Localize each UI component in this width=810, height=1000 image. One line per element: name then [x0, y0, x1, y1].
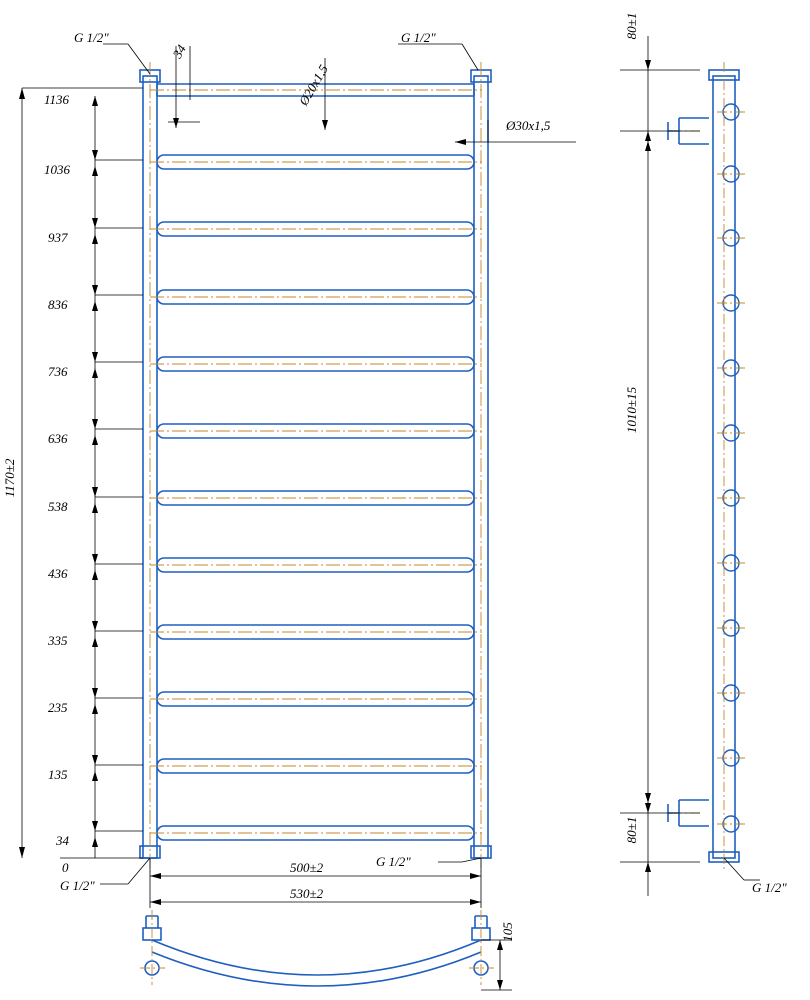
callout-g-half-bottom-right: G 1/2": [376, 854, 411, 869]
dim-rung-1036: 1036: [44, 162, 70, 177]
dim-rung-436: 436: [48, 566, 68, 581]
front-leader-lines: [100, 44, 576, 884]
dim-side-bottom-offset: 80±1: [624, 816, 639, 844]
bottom-view-geometry: [143, 916, 490, 986]
dim-rung-235: 235: [48, 700, 68, 715]
dim-rung-335: 335: [48, 633, 68, 648]
dim-rung-636: 636: [48, 431, 68, 446]
dim-rung-836: 836: [48, 297, 68, 312]
callout-rung-tube-diameter: Ø20x1,5: [295, 62, 331, 108]
dim-rung-736: 736: [48, 364, 68, 379]
callout-g-half-top-left: G 1/2": [74, 30, 109, 45]
side-view-center-lines: [672, 62, 748, 872]
dim-curvature-depth: 105: [500, 922, 515, 942]
callout-offset-34: 34: [169, 42, 189, 61]
bottom-view-dimension: [481, 940, 512, 990]
dim-side-mount-span: 1010±15: [624, 386, 639, 434]
dim-rung-937: 937: [48, 230, 68, 245]
front-view-geometry: [140, 70, 491, 858]
dim-rung-34: 34: [56, 833, 69, 848]
height-dimension-lines: [22, 88, 143, 858]
dim-overall-height: 1170±2: [2, 458, 17, 498]
dim-width-outer: 530±2: [290, 886, 324, 901]
dim-rung-135: 135: [48, 767, 68, 782]
dim-rung-0: 0: [62, 860, 69, 875]
rung-center-lines: [150, 90, 482, 833]
callout-g-half-side: G 1/2": [752, 880, 787, 895]
upright-center-lines: [150, 62, 481, 872]
dim-rung-1136: 1136: [44, 92, 70, 107]
callout-main-tube-diameter: Ø30x1,5: [506, 118, 551, 133]
dim-width-inner: 500±2: [290, 860, 324, 875]
side-view-rung-ends: [723, 104, 739, 832]
callout-g-half-top-right: G 1/2": [401, 30, 436, 45]
side-view-geometry: [668, 70, 739, 862]
side-view-dimension-lines: [620, 36, 700, 896]
callout-g-half-bottom-left: G 1/2": [60, 878, 95, 893]
rungs: [157, 155, 474, 840]
dim-rung-538: 538: [48, 499, 68, 514]
bottom-view-center-lines: [140, 910, 494, 985]
dim-side-top-offset: 80±1: [624, 12, 639, 40]
